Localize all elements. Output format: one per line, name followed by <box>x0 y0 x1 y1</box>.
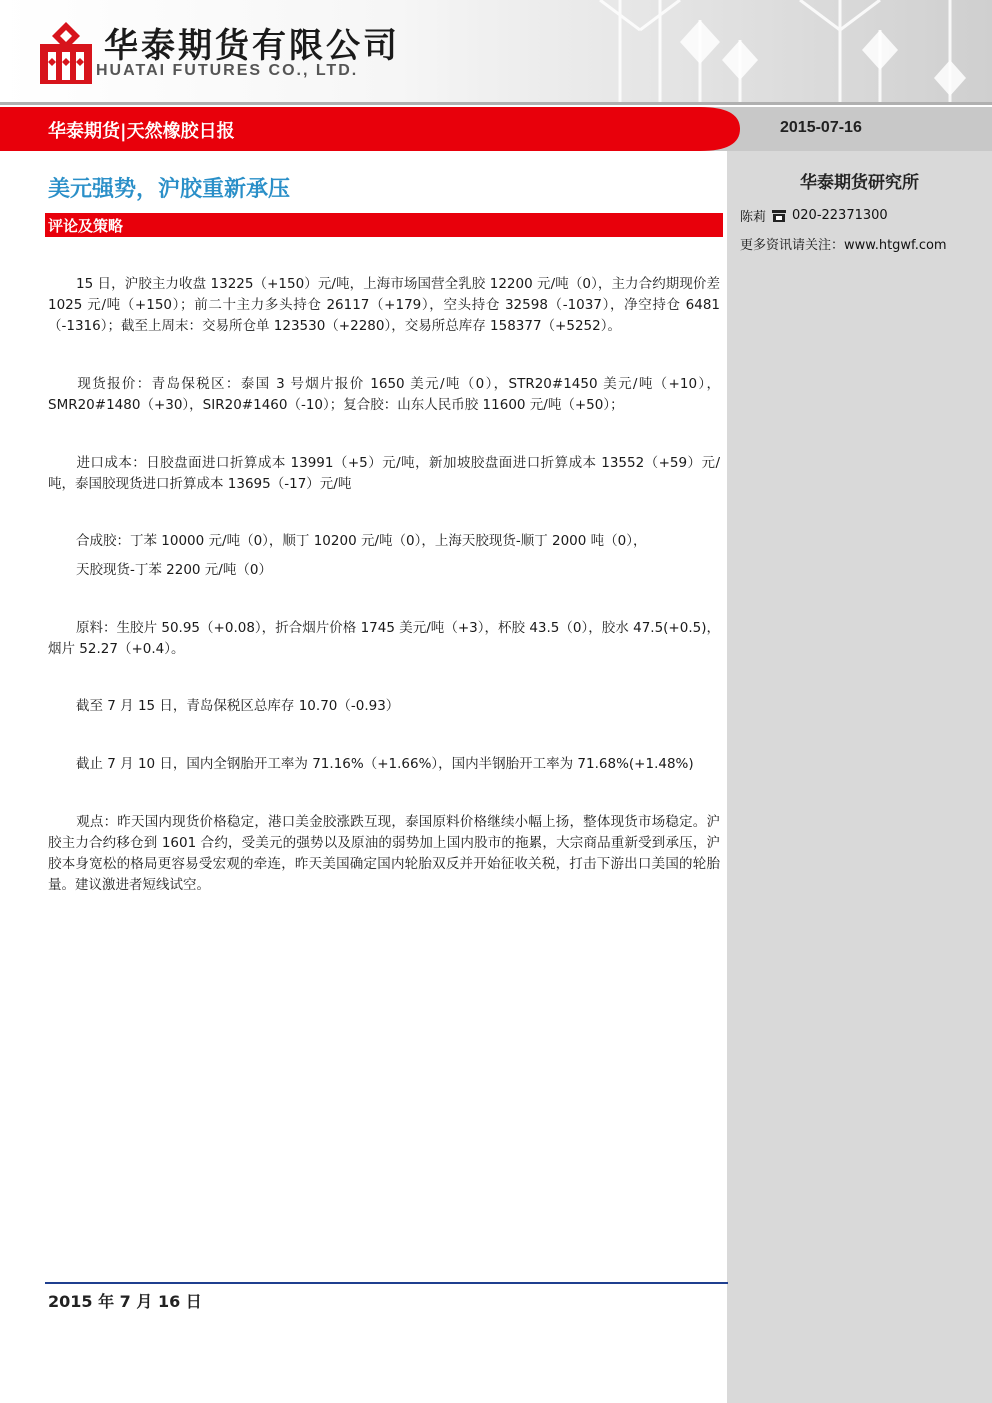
paragraph-inventory: 截至 7 月 15 日，青岛保税区总库存 10.70（-0.93） <box>76 698 400 714</box>
report-date: 2015-07-16 <box>780 119 862 136</box>
sidebar-more-info: 更多资讯请关注：www.htgwf.com <box>740 238 947 253</box>
sidebar-contact <box>740 206 888 225</box>
footer-date: 2015 年 7 月 16 日 <box>48 1292 202 1311</box>
header-divider <box>0 102 992 105</box>
section-header <box>45 213 723 237</box>
company-name-cn: 华泰期货有限公司 <box>104 26 400 66</box>
report-banner <box>0 107 992 151</box>
company-logo-icon <box>40 22 92 84</box>
report-title: 华泰期货|天然橡胶日报 <box>48 121 235 142</box>
company-name-en: HUATAI FUTURES CO., LTD. <box>96 62 359 79</box>
paragraph-market: 15 日，沪胶主力收盘 13225（+150）元/吨，上海市场国营全乳胶 12200 元/吨（0），主力合约期现价差 1025 元/吨（+150）；前二十主力多头持仓 26117（+179），空头持仓 32598（-1037），净空持仓 6481（-1316）；截至上周末：交易所仓单 123530（+2280），交易所总库存 158377（+5252）。 <box>48 276 720 334</box>
article-headline: 美元强势，沪胶重新承压 <box>48 177 291 202</box>
paragraph-synthetic-rubber-cont: 天胶现货-丁苯 2200 元/吨（0） <box>76 562 272 578</box>
sidebar-background <box>727 150 992 1403</box>
paragraph-synthetic-rubber: 合成胶：丁苯 10000 元/吨（0），顺丁 10200 元/吨（0），上海天胶现货-顺丁 2000 吨（0）， <box>76 533 647 549</box>
footer-divider <box>45 1282 728 1284</box>
page-header <box>0 0 992 102</box>
phone-icon <box>772 210 786 222</box>
contact-phone: 020-22371300 <box>792 208 888 223</box>
paragraph-tire-operating-rate: 截止 7 月 10 日，国内全钢胎开工率为 71.16%（+1.66%），国内半钢胎开工率为 71.68%(+1.48%) <box>76 756 694 772</box>
contact-name: 陈莉 <box>740 210 767 225</box>
section-label: 评论及策略 <box>48 217 124 235</box>
paragraph-import-cost: 进口成本：日胶盘面进口折算成本 13991（+5）元/吨，新加坡胶盘面进口折算成本 13552（+59）元/吨，泰国胶现货进口折算成本 13695（-17）元/吨 <box>48 455 720 492</box>
paragraph-spot-quotes: 现货报价：青岛保税区：泰国 3 号烟片报价 1650 美元/吨（0），STR20#1450 美元/吨（+10），SMR20#1480（+30），SIR20#1460（-10）；复合胶：山东人民币胶 11600 元/吨（+50）； <box>48 376 720 413</box>
paragraph-view: 观点：昨天国内现货价格稳定，港口美金胶涨跌互现，泰国原料价格继续小幅上扬，整体现货市场稳定。沪胶主力合约移仓到 1601 合约，受美元的强势以及原油的弱势加上国内股市的拖累，大宗商品重新受到承压，沪胶本身宽松的格局更容易受宏观的牵连，昨天美国确定国内轮胎双反并开始征收关税，打击下游出口美国的轮胎量。建议激进者短线试空。 <box>48 814 720 893</box>
paragraph-raw-materials: 原料：生胶片 50.95（+0.08），折合烟片价格 1745 美元/吨（+3），杯胶 43.5（0），胶水 47.5(+0.5)，烟片 52.27（+0.4）。 <box>48 620 720 657</box>
sidebar-org-name: 华泰期货研究所 <box>800 173 919 193</box>
